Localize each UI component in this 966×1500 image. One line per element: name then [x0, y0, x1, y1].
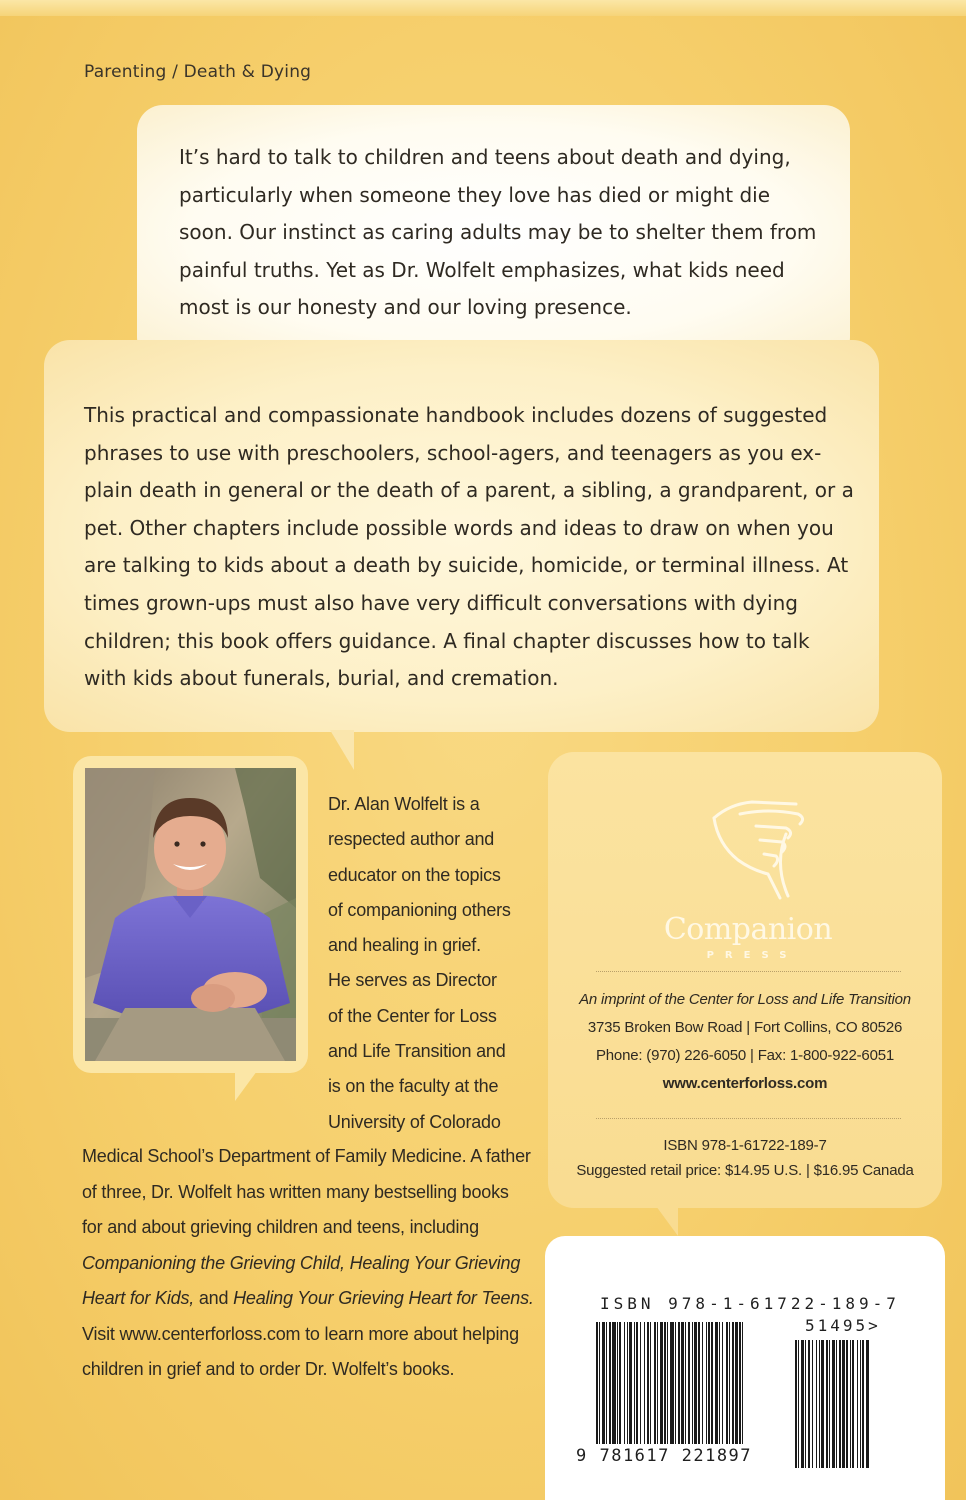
- barcode-bar: [688, 1322, 690, 1444]
- barcode-bar: [850, 1340, 851, 1468]
- barcode-bar: [735, 1322, 738, 1444]
- barcode-bar: [715, 1322, 718, 1444]
- author-photo-bubble: [73, 756, 308, 1073]
- barcode-bar: [722, 1322, 723, 1444]
- bubble-tail: [656, 1206, 678, 1236]
- divider: [596, 971, 901, 972]
- barcode-bar: [619, 1322, 621, 1444]
- conjunction: and: [198, 1288, 229, 1308]
- bio-line: of the Center for Loss: [328, 1005, 497, 1026]
- barcode-bar: [660, 1322, 663, 1444]
- barcode-bar: [675, 1322, 676, 1444]
- bio-line: educator on the topics: [328, 864, 501, 885]
- barcode-bar: [654, 1322, 656, 1444]
- barcode-bar: [732, 1322, 734, 1444]
- barcode-bar: [681, 1322, 684, 1444]
- bio-line: for and about grieving children and teens, including: [82, 1217, 479, 1237]
- barcode-bar: [821, 1340, 824, 1468]
- barcode-bar: [612, 1322, 616, 1444]
- price-line: Suggested retail price: $14.95 U.S. | $16.95 Canada: [576, 1162, 914, 1179]
- barcode-bar: [634, 1322, 635, 1444]
- barcode-bar: [599, 1322, 600, 1444]
- bubble-tail: [330, 730, 354, 770]
- logo-wordmark: Companion: [663, 912, 833, 947]
- author-portrait-illustration: [85, 768, 296, 1061]
- barcode-bar: [812, 1340, 813, 1468]
- barcode-bar: [708, 1322, 710, 1444]
- barcode-bar: [832, 1340, 835, 1468]
- bio-line: and healing in grief.: [328, 935, 481, 956]
- barcode-bar: [739, 1322, 741, 1444]
- barcode-bar: [629, 1322, 632, 1444]
- intro-speech-bubble: [137, 105, 850, 363]
- barcode-bar: [819, 1340, 820, 1468]
- bubble-tail: [235, 1071, 257, 1101]
- barcode-bar: [670, 1322, 674, 1444]
- companion-press-logo: [648, 774, 848, 974]
- description-text: This practical and compassionate handbook includes dozens of suggested phrases to use with preschoolers, school-agers, and teenagers as you ex-plain death in general or the death of a parent, a sibling, a grandparent, or a pet. Other chapters include possible words and ideas to draw on when you are talking to kids about a death by suicide, homicide, or terminal illness. At times grown-ups must also have very difficult conversations with dying children; this book offers guidance. A final chapter discusses how to talk with kids about funerals, burial, and cremation.: [84, 403, 854, 691]
- barcode-price-code: 51495>: [805, 1316, 881, 1335]
- barcode-bar: [862, 1340, 864, 1468]
- divider: [596, 1118, 901, 1119]
- barcode-bar: [805, 1340, 806, 1468]
- bio-line: children in grief and to order Dr. Wolfelt’s books.: [82, 1359, 455, 1379]
- barcode-bar: [606, 1322, 607, 1444]
- barcode-bar: [795, 1340, 797, 1468]
- category-label: Parenting / Death & Dying: [84, 62, 312, 82]
- barcode-bar: [636, 1322, 638, 1444]
- barcode-bar: [860, 1340, 861, 1468]
- barcode-bar: [667, 1322, 668, 1444]
- imprint-line: [548, 991, 942, 1008]
- barcode-bar: [866, 1340, 869, 1468]
- price-barcode: [795, 1340, 905, 1468]
- bio-line: Medical School’s Department of Family Medicine. A father: [82, 1146, 531, 1166]
- barcode-bar: [617, 1322, 618, 1444]
- bio-line: University of Colorado: [328, 1111, 501, 1132]
- barcode-bar: [678, 1322, 680, 1444]
- barcode-bar: [726, 1322, 728, 1444]
- barcode-bar: [706, 1322, 707, 1444]
- book-title: Healing Your Grieving: [349, 1252, 521, 1273]
- bio-line: Visit www.centerforloss.com to learn more about helping: [82, 1323, 519, 1344]
- bio-line: Dr. Alan Wolfelt is a: [328, 794, 480, 814]
- barcode-bar: [801, 1340, 804, 1468]
- book-title: Heart for Kids,: [82, 1288, 195, 1308]
- imprint-text: An imprint of the Center for Loss and Life Transition: [579, 991, 911, 1008]
- barcode-bar: [852, 1340, 854, 1468]
- bio-line: and Life Transition and: [328, 1041, 506, 1062]
- barcode-bar: [798, 1340, 799, 1468]
- author-bio-column: [328, 787, 528, 1140]
- bio-line: He serves as Director: [328, 970, 497, 991]
- barcode-isbn-label: ISBN 978-1-61722-189-7: [600, 1294, 900, 1313]
- bio-line-books: [82, 1246, 542, 1282]
- website-line: [548, 1075, 942, 1092]
- phone-line: Phone: (970) 226-6050 | Fax: 1-800-922-6051: [595, 1047, 894, 1064]
- barcode-bar: [839, 1340, 841, 1468]
- barcode-bar: [657, 1322, 658, 1444]
- barcode-bar: [650, 1322, 651, 1444]
- barcode-bar: [609, 1322, 611, 1444]
- address-line: 3735 Broken Bow Road | Fort Collins, CO 80526: [587, 1019, 903, 1036]
- barcode-digits: 9 781617 221897: [576, 1446, 753, 1466]
- barcode-bar: [602, 1322, 605, 1444]
- barcode-bar: [729, 1322, 730, 1444]
- barcode-bar: [808, 1340, 810, 1468]
- barcode-bar: [694, 1322, 697, 1444]
- author-photo: [85, 768, 296, 1061]
- isbn-line: ISBN 978-1-61722-189-7: [663, 1137, 827, 1154]
- description-speech-bubble: [44, 340, 879, 732]
- barcode-bar: [624, 1322, 625, 1444]
- author-bio-continued: [82, 1139, 542, 1388]
- barcode-bar: [647, 1322, 649, 1444]
- bio-line: respected author and: [328, 829, 495, 850]
- book-title: Healing Your Grieving Heart for Teens.: [233, 1288, 534, 1308]
- publisher-bubble: [548, 752, 942, 1208]
- barcode-bar: [627, 1322, 628, 1444]
- top-edge: [0, 0, 966, 16]
- barcode-bar: [857, 1340, 858, 1468]
- website-text: www.centerforloss.com: [662, 1075, 828, 1092]
- barcode-bar: [640, 1322, 641, 1444]
- barcode-bar: [644, 1322, 645, 1444]
- bio-line: is on the faculty at the: [328, 1076, 499, 1097]
- isbn-barcode: [596, 1322, 782, 1444]
- barcode-bar: [842, 1340, 845, 1468]
- barcode-bar: [742, 1322, 743, 1444]
- barcode-bar: [711, 1322, 713, 1444]
- barcode-bar: [816, 1340, 817, 1468]
- bio-line-books: [82, 1281, 542, 1317]
- barcode-bar: [826, 1340, 828, 1468]
- barcode-bar: [836, 1340, 837, 1468]
- hand-logo-icon: [648, 774, 848, 914]
- barcode-bar: [596, 1322, 598, 1444]
- barcode-bar: [698, 1322, 700, 1444]
- barcode-bar: [829, 1340, 830, 1468]
- barcode-bar: [719, 1322, 720, 1444]
- barcode-bar: [702, 1322, 703, 1444]
- bio-line: of three, Dr. Wolfelt has written many bestselling books: [82, 1181, 509, 1202]
- barcode-bar: [692, 1322, 693, 1444]
- intro-text: It’s hard to talk to children and teens about death and dying, particularly when someone they love has died or might die soon. Our instinct as caring adults may be to shelter them from painful truths. Yet as Dr. Wolfelt emphasizes, what kids need most is our honesty and our loving presence.: [179, 145, 817, 319]
- barcode-bar: [846, 1340, 848, 1468]
- barcode-bar: [664, 1322, 666, 1444]
- bio-line: of companioning others: [328, 899, 511, 920]
- barcode-bar: [685, 1322, 686, 1444]
- logo-subtitle: PRESS: [706, 950, 798, 961]
- book-title: Companioning the Grieving Child,: [82, 1252, 345, 1273]
